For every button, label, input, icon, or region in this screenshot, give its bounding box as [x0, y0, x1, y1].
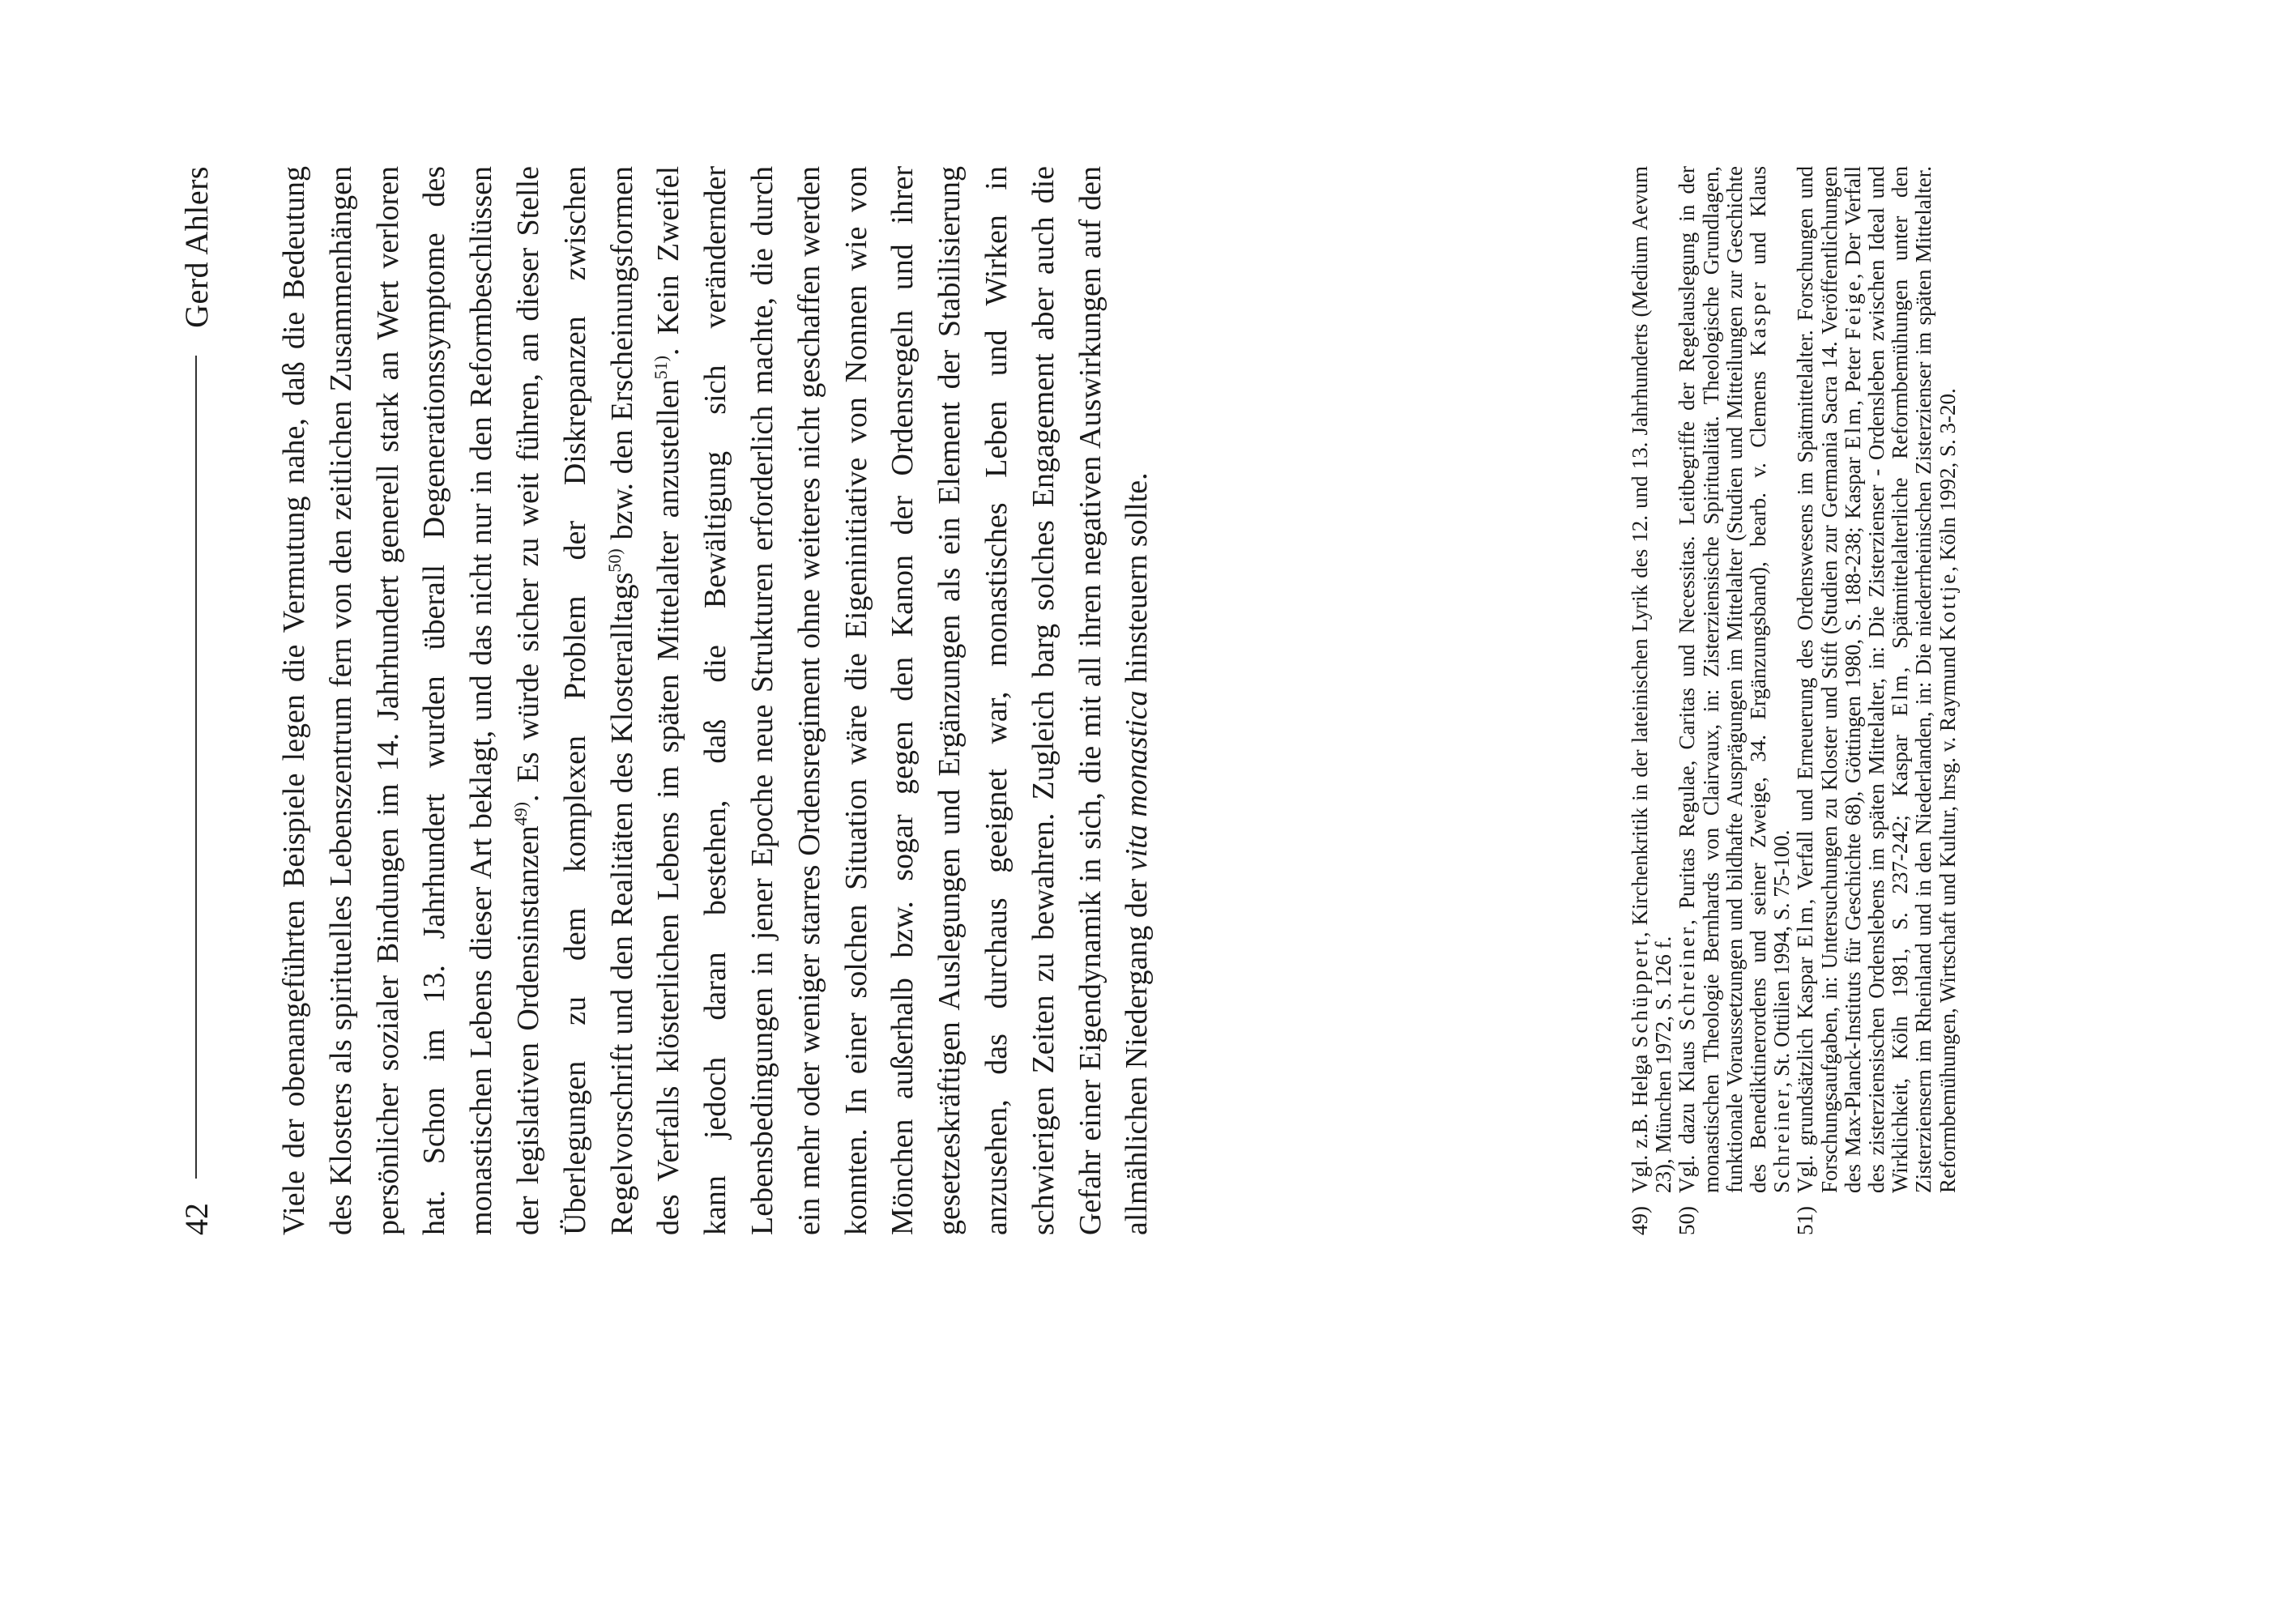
author-name: Schüppert — [1628, 937, 1652, 1048]
footnote-number: 50) — [1675, 1206, 1700, 1235]
body-text-segment: bzw. den Erscheinungsformen des Verfalls klösterlichen Lebens im späten Mittelalter anzustellen — [604, 166, 686, 1235]
footnote-text-segment: Vgl. z.B. Helga — [1628, 1047, 1652, 1193]
footnote-text-segment: , Köln 1992, S. 3-20. — [1935, 388, 1960, 572]
body-paragraph — [271, 166, 1161, 1235]
body-text-segment: hinsteuern sollte. — [1120, 472, 1154, 691]
main-text — [271, 166, 1161, 1235]
author-name: Kasper — [1746, 279, 1771, 356]
footnote-number: 49) — [1628, 1206, 1652, 1235]
page-number: 42 — [177, 1203, 215, 1235]
footnote-text — [1628, 166, 1675, 1193]
body-text-segment: . Kein Zweifel kann jedoch daran bestehen, daß die Bewältigung sich verändernder Lebensbedingungen in jener Epoche neue Strukturen erforderlich machte, die durch ein mehr oder weniger starres Ordensregiment ohne weiteres nicht geschaffen werden konnten. In einer solchen Situation wäre die Eigeninitiative von Nonnen wie von Mönchen außerhalb bzw. sogar gegen den Kanon der Ordensregeln und ihrer gesetzeskräftigen Auslegungen und Ergänzungen als ein Element der Stabilisierung anzusehen, das durchaus geeignet war, monastisches Leben und Wirken in schwierigen Zeiten zu bewahren. Zugleich barg solches Engagement aber auch die Gefahr einer Eigendynamik in sich, die mit all ihren negativen Auswirkungen auf den allmählichen Niedergang der — [651, 166, 1154, 1235]
footnotes — [1628, 166, 1960, 1235]
footnote-reference-49: 49) — [510, 802, 531, 826]
footnote-text — [1675, 166, 1794, 1193]
footnote-text-segment: Vgl. dazu Klaus — [1675, 1030, 1700, 1193]
italic-term: vita monastica — [1120, 690, 1154, 872]
footnote-text-segment: , Verfall und Erneuerung des Ordenswesens im Spätmittelalter. Forschungen und Forschungsaufgaben, in: Untersuchungen zu Kloster und Stift (Studien zur Germania Sacra 14. Veröffentlichungen des Max-Planck-Instituts für Geschichte 68), Göttingen 1980, S. 188-238; Kaspar — [1793, 166, 1865, 1193]
footnote-text-segment: , St. Ottilien 1994, S. 75-100. — [1769, 829, 1795, 1088]
footnote-50 — [1675, 166, 1794, 1235]
running-head-author: Gerd Ahlers — [177, 166, 215, 328]
author-name: Schreiner — [1675, 924, 1700, 1031]
author-name: Feige — [1840, 279, 1865, 340]
author-name: Elm — [1793, 904, 1818, 949]
footnote-text-segment: Vgl. grundsätzlich Kaspar — [1793, 948, 1818, 1193]
footnote-text-segment: , Kirchenkritik in der lateinischen Lyrik des 12. und 13. Jahrhunderts (Medium Aevum 23), München 1972, S. 126 f. — [1628, 166, 1676, 1193]
author-name: Elm — [1888, 672, 1913, 717]
footnote-reference-51: 51) — [651, 356, 672, 380]
author-name: Elm — [1840, 405, 1865, 450]
footnote-number: 51) — [1793, 1206, 1818, 1235]
body-text-segment: Viele der obenangeführten Beispiele legen die Vermutung nahe, daß die Bedeutung des Klosters als spirituelles Lebenszentrum fern von den zeitlichen Zusammenhängen persönlicher sozialer Bindungen im 14. Jahrhundert generell stark an Wert verloren hat. Schon im 13. Jahrhundert wurden überall Degenerationssymptome des monastischen Lebens dieser Art beklagt, und das nicht nur in den Reformbeschlüssen der legislativen Ordensinstanzen — [277, 166, 545, 1235]
footnote-49 — [1628, 166, 1675, 1235]
footnote-text-segment: , Der Verfall des zisterziensischen Ordenslebens im späten Mittelalter, in: Die Zisterzienser - Ordensleben zwischen Ideal und Wirklichkeit, Köln 1981, S. 237-242; Kaspar — [1840, 165, 1913, 1193]
footnote-text-segment: , Spätmittelalterliche Reformbemühungen unter den Zisterziensern im Rheinland und in den Niederlanden, in: Die niederrheinischen Zisterzienser im späten Mittelalter. Reformbemühungen, Wirtschaft und Kultur, hrsg. v. Raymund — [1888, 166, 1960, 1193]
footnote-51 — [1794, 166, 1959, 1235]
header-rule — [195, 356, 197, 1179]
footnote-text-segment: und Klaus — [1746, 166, 1771, 280]
footnote-text-segment: , Peter — [1840, 339, 1865, 406]
book-page — [0, 165, 2296, 1450]
footnote-reference-50: 50) — [604, 548, 625, 573]
footnote-text-segment: , Puritas Regulae, Caritas und Necessitas. Leitbegriffe der Regelauslegung in der monastischen Theologie Bernhards von Clairvaux, in: Zisterziensische Spiritualität. Theologische Grundlagen, funktionale Voraussetzungen und bildhafte Ausprägungen im Mittelalter (Studien und Mitteilungen zur Geschichte des Benediktinerordens und seiner Zweige, 34. Ergänzungsband), bearb. v. Clemens — [1675, 166, 1771, 1193]
running-head — [172, 166, 220, 1235]
author-name: Kottje — [1935, 571, 1960, 642]
body-text-segment: . Es würde sicher zu weit führen, an dieser Stelle Überlegungen zu dem komplexen Problem der Diskrepanzen zwischen Regelvorschrift und den Realitäten des Klosteralltags — [510, 166, 639, 1235]
footnote-text — [1794, 166, 1959, 1193]
author-name: Schreiner — [1769, 1087, 1795, 1193]
